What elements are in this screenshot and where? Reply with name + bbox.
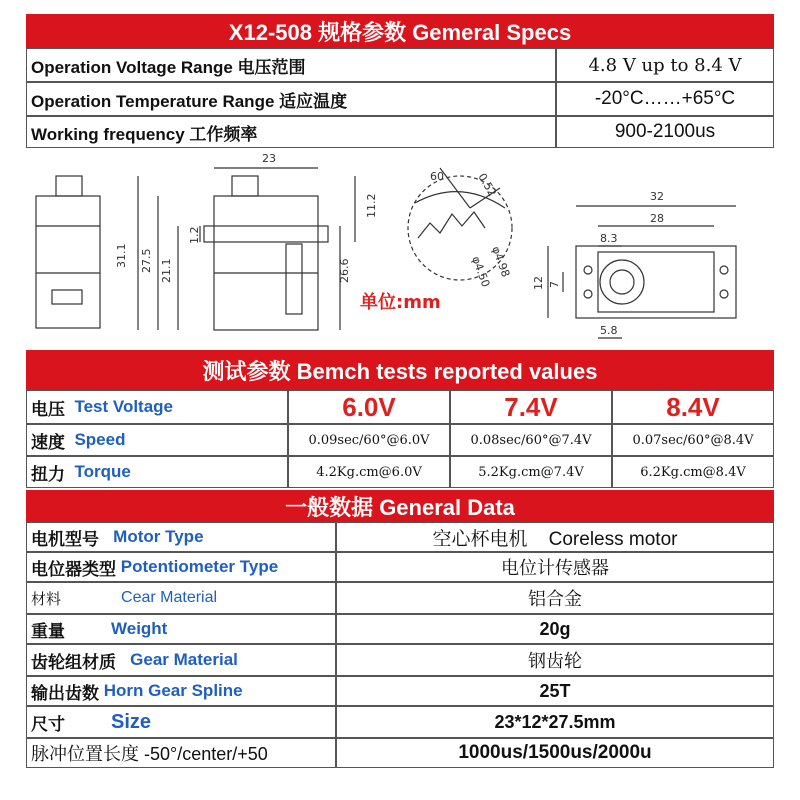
test-voltage-label: 电压 Test Voltage: [26, 390, 288, 424]
torque-label: 扭力 Torque: [26, 456, 288, 488]
gear-material-label: 齿轮组材质 Gear Material: [26, 644, 336, 676]
bench-title: 测试参数 Bemch tests reported values: [26, 350, 774, 390]
voltage-8v4: 8.4V: [612, 390, 774, 424]
dim-7: 7: [548, 281, 561, 288]
dim-83: 8.3: [600, 232, 618, 245]
weight-value: 20g: [336, 614, 774, 644]
voltage-range-value: 4.8 V up to 8.4 V: [556, 48, 774, 82]
dim-12: 12: [532, 276, 545, 290]
temperature-range-value: -20°C……+65°C: [556, 82, 774, 116]
front-view-spline: [232, 176, 258, 196]
potentiometer-type-value: 电位计传感器: [336, 552, 774, 582]
torque-7v4: 5.2Kg.cm@7.4V: [450, 456, 612, 488]
horn-gear-spline-value: 25T: [336, 676, 774, 706]
pulse-position-value: 1000us/1500us/2000u: [336, 738, 774, 768]
speed-7v4: 0.08sec/60°@7.4V: [450, 424, 612, 456]
dim-32: 32: [650, 190, 664, 203]
dim-58: 5.8: [600, 324, 618, 337]
horn-gear-spline-label: 输出齿数 Horn Gear Spline: [26, 676, 336, 706]
dim-26: 26.6: [338, 258, 351, 283]
top-view-horn: [600, 260, 644, 304]
working-frequency-label: Working frequency 工作频率: [26, 116, 556, 148]
torque-8v4: 6.2Kg.cm@8.4V: [612, 456, 774, 488]
unit-label: 单位:mm: [360, 292, 441, 313]
dim-21: 21.1: [160, 258, 173, 283]
temperature-range-label: Operation Temperature Range 适应温度: [26, 82, 556, 116]
pulse-position-label: 脉冲位置长度 -50°/center/+50: [26, 738, 336, 768]
material-value: 铝合金: [336, 582, 774, 614]
torque-6v: 4.2Kg.cm@6.0V: [288, 456, 450, 488]
motor-type-value: 空心杯电机 Coreless motor: [336, 522, 774, 552]
dim-gear-052: 0.52: [475, 171, 499, 199]
voltage-7v4: 7.4V: [450, 390, 612, 424]
working-frequency-value: 900-2100us: [556, 116, 774, 148]
dim-28: 28: [650, 212, 664, 225]
speed-6v: 0.09sec/60°@6.0V: [288, 424, 450, 456]
front-view-flange: [204, 226, 328, 242]
gear-material-value: 钢齿轮: [336, 644, 774, 676]
servo-dimension-drawing: [0, 148, 800, 346]
speed-8v4: 0.07sec/60°@8.4V: [612, 424, 774, 456]
dim-gear-angle: 60: [430, 170, 444, 183]
side-view-spline: [56, 176, 82, 196]
potentiometer-type-label: 电位器类型 Potentiometer Type: [26, 552, 336, 582]
size-value: 23*12*27.5mm: [336, 706, 774, 738]
dim-gear-498: φ4.98: [489, 244, 513, 279]
dim-11: 11.2: [365, 193, 378, 218]
size-label: 尺寸 Size: [26, 706, 336, 738]
speed-label: 速度 Speed: [26, 424, 288, 456]
specs-title: X12-508 规格参数 Gemeral Specs: [26, 14, 774, 48]
dim-23: 23: [262, 152, 276, 165]
side-view-body: [36, 196, 100, 328]
voltage-6v: 6.0V: [288, 390, 450, 424]
general-title: 一般数据 General Data: [26, 490, 774, 522]
motor-type-label: 电机型号 Motor Type: [26, 522, 336, 552]
dim-gear-450: φ4.50: [469, 254, 493, 289]
weight-label: 重量 Weight: [26, 614, 336, 644]
material-label: 材料 Cear Material: [26, 582, 336, 614]
dim-31: 31.1: [115, 243, 128, 268]
dim-27: 27.5: [140, 248, 153, 273]
dim-1: 1.2: [188, 226, 201, 244]
voltage-range-label: Operation Voltage Range 电压范围: [26, 48, 556, 82]
